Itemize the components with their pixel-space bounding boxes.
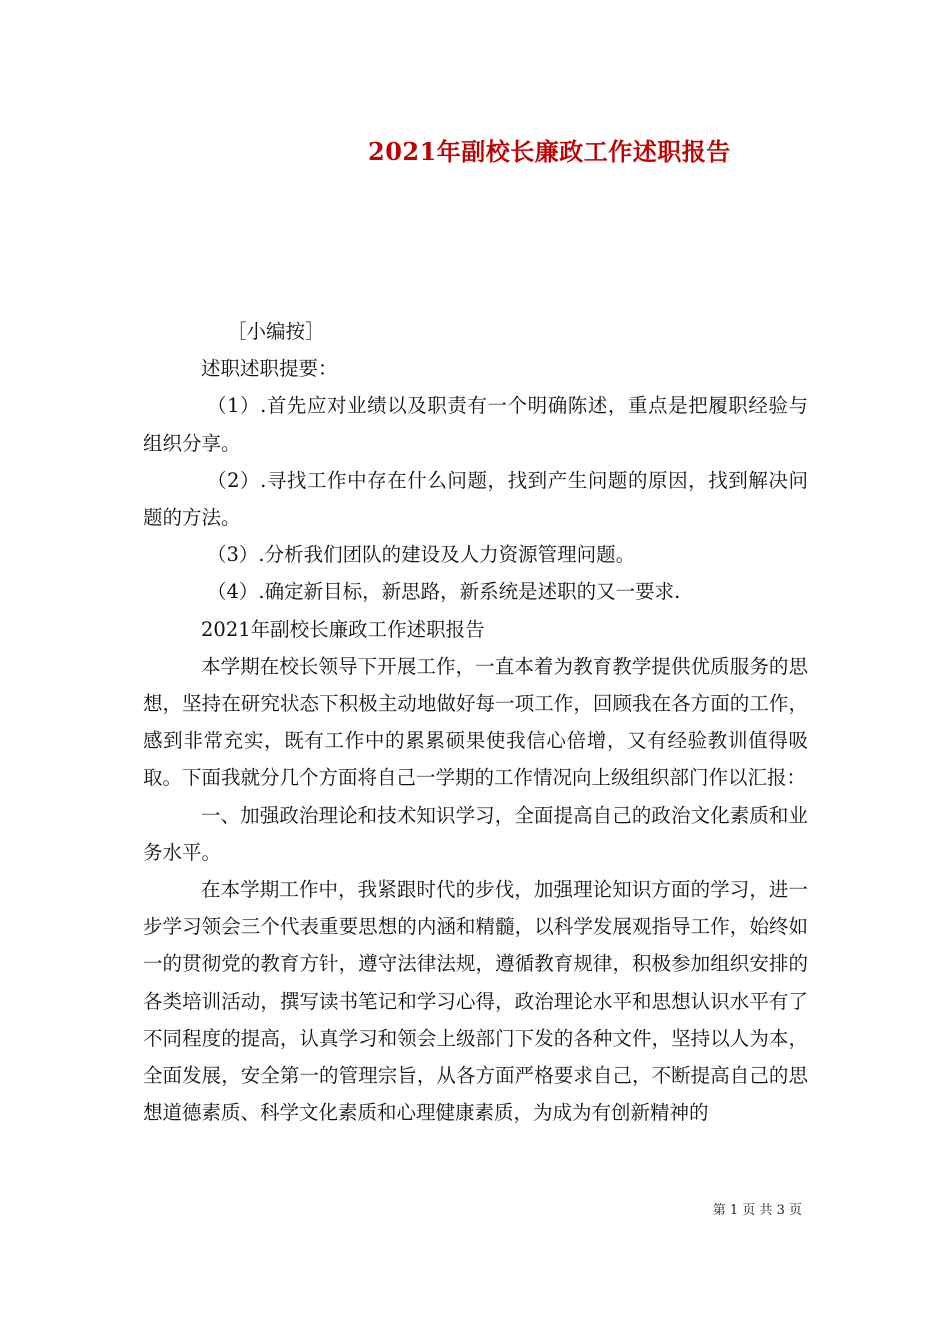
document-body <box>143 313 808 1131</box>
summary-item: （2）.寻找工作中存在什么问题，找到产生问题的原因，找到解决问题的方法。 <box>143 468 808 530</box>
summary-item: （1）.首先应对业绩以及职责有一个明确陈述，重点是把履职经验与组织分享。 <box>143 394 808 455</box>
body-paragraph: 本学期在校长领导下开展工作，一直本着为教育教学提供优质服务的思想，坚持在研究状态下积极主动地做好每一项工作，回顾我在各方面的工作，感到非常充实，既有工作中的累累硕果使我信心倍增，又有经验教训值得吸取。下面我就分几个方面将自己一学期的工作情况向上级组织部门作以汇报： <box>143 654 808 790</box>
section-heading: 一、加强政治理论和技术知识学习，全面提高自己的政治文化素质和业务水平。 <box>143 803 808 864</box>
body-paragraph: 在本学期工作中，我紧跟时代的步伐，加强理论知识方面的学习，进一步学习领会三个代表重要思想的内涵和精髓，以科学发展观指导工作，始终如一的贯彻党的教育方针，遵守法律法规，遵循教育规律，积极参加组织安排的各类培训活动，撰写读书笔记和学习心得，政治理论水平和思想认识水平有了不同程度的提高，认真学习和领会上级部门下发的各种文件，坚持以人为本，全面发展，安全第一的管理宗旨，从各方面严格要求自己，不断提高自己的思想道德素质、科学文化素质和心理健康素质，为成为有创新精神的 <box>143 878 808 1125</box>
summary-heading: 述职述职提要： <box>201 357 338 381</box>
page-number: 第 1 页 共 3 页 <box>712 1203 802 1218</box>
summary-item: （4）.确定新目标，新思路，新系统是述职的又一要求. <box>207 580 681 604</box>
report-subtitle: 2021年副校长廉政工作述职报告 <box>201 617 485 641</box>
document-title: 2021年副校长廉政工作述职报告 <box>368 137 731 166</box>
summary-item: （3）.分析我们团队的建设及人力资源管理问题。 <box>207 543 636 567</box>
editor-note: ［小编按］ <box>227 320 325 343</box>
